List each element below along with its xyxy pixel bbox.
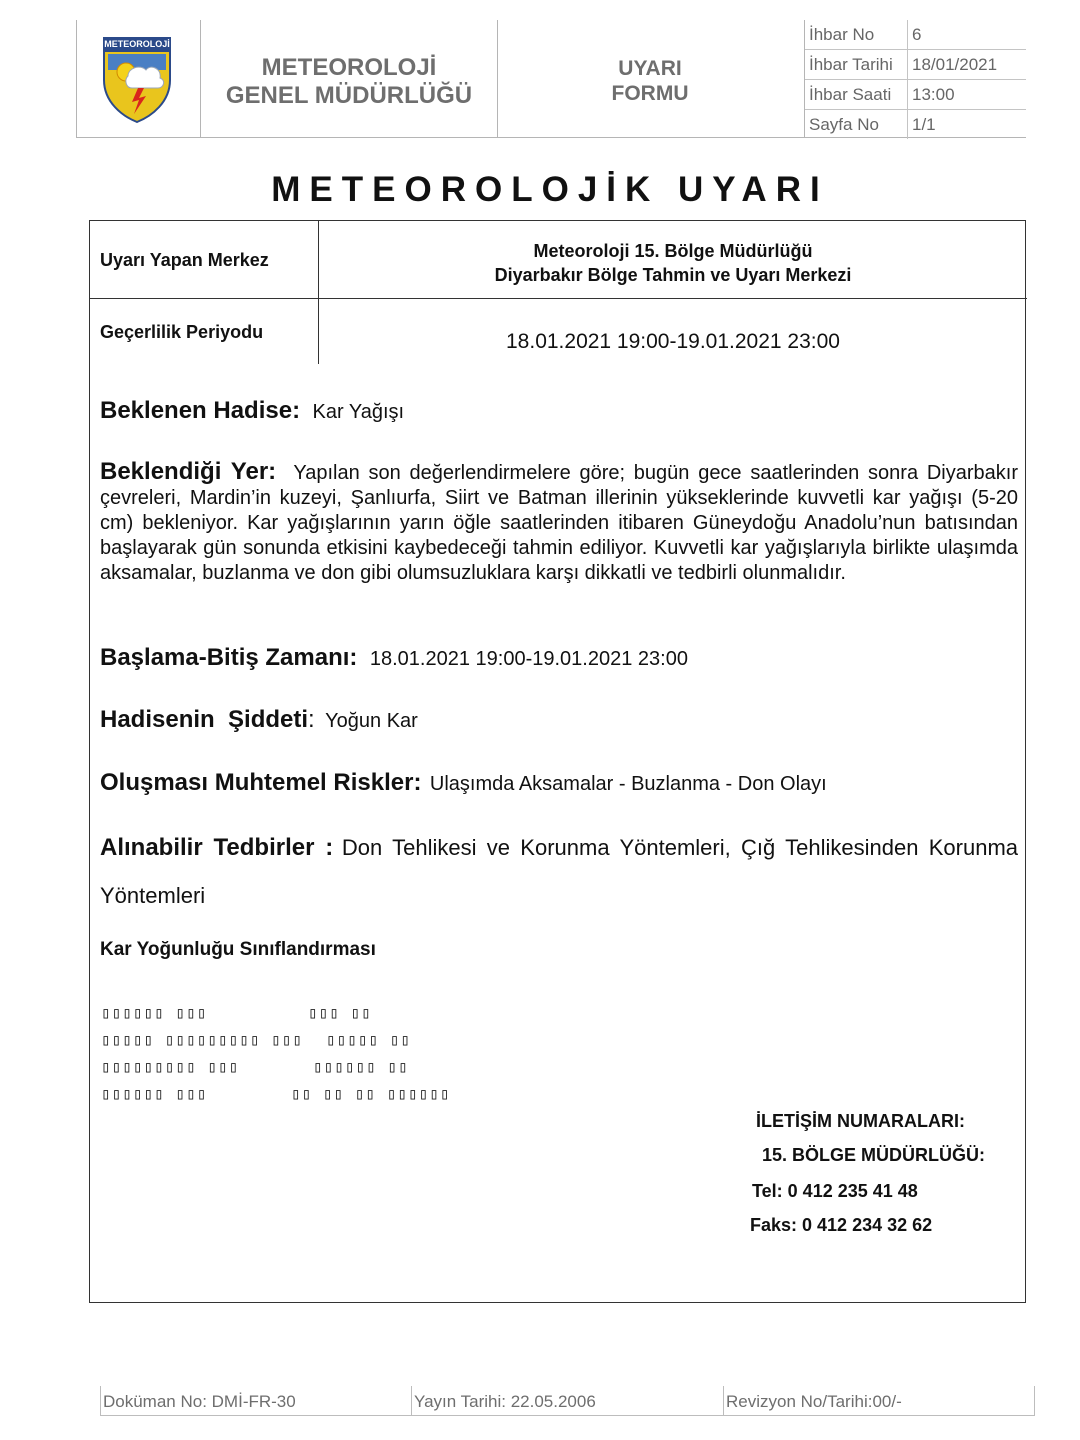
severity-value: Yoğun Kar [325,710,418,732]
footer-revision: Revizyon No/Tarihi:00/- [723,1386,1037,1416]
footer-publish-date: Yayın Tarihi: 22.05.2006 [411,1386,724,1416]
measures-value: Don Tehlikesi ve Korunma Yöntemleri, Çığ Tehlikesinden Korunma Yöntemleri [100,835,1018,908]
meta-row [805,20,1026,50]
meta-value: 6 [908,20,1027,50]
snow-class-name: ▯▯▯▯▯▯ ▯▯▯ [101,1084,208,1103]
expected-place-label: Beklendiği Yer: [100,458,277,485]
center-line-1: Meteoroloji 15. Bölge Müdürlüğü [533,241,813,261]
form-type [500,56,800,106]
snow-class-range: ▯▯▯ ▯▯ [308,1003,372,1022]
page-title: METEOROLOJİK UYARI [271,170,829,209]
issuing-center-value [319,239,1027,287]
start-end-time [100,644,1018,672]
start-end-value: 18.01.2021 19:00-19.01.2021 23:00 [369,648,688,670]
header-divider [76,20,77,138]
snow-class-range: ▯▯▯▯▯ ▯▯ [326,1030,412,1049]
expected-place [100,459,1018,586]
meta-value: 13:00 [908,80,1027,110]
expected-event-label: Beklenen Hadise: [100,397,301,424]
risks [100,769,1018,797]
meta-row [805,80,1026,110]
meta-value: 1/1 [912,114,936,134]
logo-text: METEOROLOJİ [104,39,170,49]
expected-place-text: Yapılan son değerlendirmelere göre; bugün gece saatlerinden sonra Diyarbakır çevreleri, Mardin’in kuzeyi, Şanlıurfa, Siirt ve Batman illerinin yükseklerinde kuvvetli kar yağışı (5-20 cm) bekleniyor. Kar yağışlarının yarın öğle saatlerinden itibaren Güneydoğu Anadolu’nun batısından başlayarak gün sonunda etkisini kaybedeceği tahmin ediliyor. Kuvvetli kar yağışlarıyla birlikte ulaşımda aksamalar, buzlanma ve don gibi olumsuzluklara karşı dikkatli ve tedbirli olunmalıdır. [100,462,1018,584]
snow-class-name: ▯▯▯▯▯▯▯▯▯ ▯▯▯ [101,1057,240,1076]
severity-colon: : [308,706,315,733]
severity [100,706,1018,734]
notice-meta-table [805,20,1026,139]
issuing-center-label: Uyarı Yapan Merkez [100,250,269,270]
snow-classification-title: Kar Yoğunluğu Sınıflandırması [100,939,376,960]
risks-value: Ulaşımda Aksamalar - Buzlanma - Don Olayı [429,773,827,795]
footer-doc-no: Doküman No: DMİ-FR-30 [103,1392,296,1411]
org-line-2: GENEL MÜDÜRLÜĞÜ [225,82,473,109]
risks-label: Oluşması Muhtemel Riskler: [100,769,422,796]
meta-key: Sayfa No [805,110,908,140]
contacts-office: 15. BÖLGE MÜDÜRLÜĞÜ: [762,1145,986,1165]
center-line-2: Diyarbakır Bölge Tahmin ve Uyarı Merkezi [494,265,852,285]
header-divider [497,20,498,138]
logo-shield-icon [102,36,172,124]
organization-name [202,54,496,110]
meta-key: İhbar No [805,20,908,50]
header-divider [200,20,201,138]
start-end-label: Başlama-Bitiş Zamanı: [100,644,358,671]
meta-key: İhbar Tarihi [805,50,908,80]
measures [100,825,1018,921]
validity-row [90,299,1027,364]
contacts-tel: Tel: 0 412 235 41 48 [752,1181,918,1201]
form-line-2: FORMU [611,82,689,105]
form-header [76,20,1026,138]
expected-event [100,397,1018,425]
meta-row [805,110,1026,140]
severity-label: Hadisenin Şiddeti [100,706,309,733]
form-line-1: UYARI [618,57,682,80]
validity-label: Geçerlilik Periyodu [100,322,264,342]
meteoroloji-logo [102,36,172,124]
document-footer [100,1386,1035,1416]
contacts-title: İLETİŞİM NUMARALARI: [756,1111,965,1131]
issuing-center-row [90,221,1027,299]
validity-value: 18.01.2021 19:00-19.01.2021 23:00 [506,330,840,353]
meta-key: İhbar Saati [805,80,908,110]
meta-row [805,50,1026,80]
contacts-fax: Faks: 0 412 234 32 62 [750,1215,933,1235]
measures-label: Alınabilir Tedbirler : [100,834,334,861]
meta-value: 18/01/2021 [908,50,1027,80]
warning-body [89,220,1026,1303]
snow-class-range: ▯▯ ▯▯ ▯▯ ▯▯▯▯▯▯ [291,1084,451,1103]
snow-class-range: ▯▯▯▯▯▯ ▯▯ [313,1057,409,1076]
org-line-1: METEOROLOJİ [261,54,437,81]
expected-event-value: Kar Yağışı [312,401,405,423]
snow-class-name: ▯▯▯▯▯▯ ▯▯▯ [101,1003,208,1022]
snow-class-name: ▯▯▯▯▯ ▯▯▯▯▯▯▯▯▯ ▯▯▯ [101,1030,304,1049]
